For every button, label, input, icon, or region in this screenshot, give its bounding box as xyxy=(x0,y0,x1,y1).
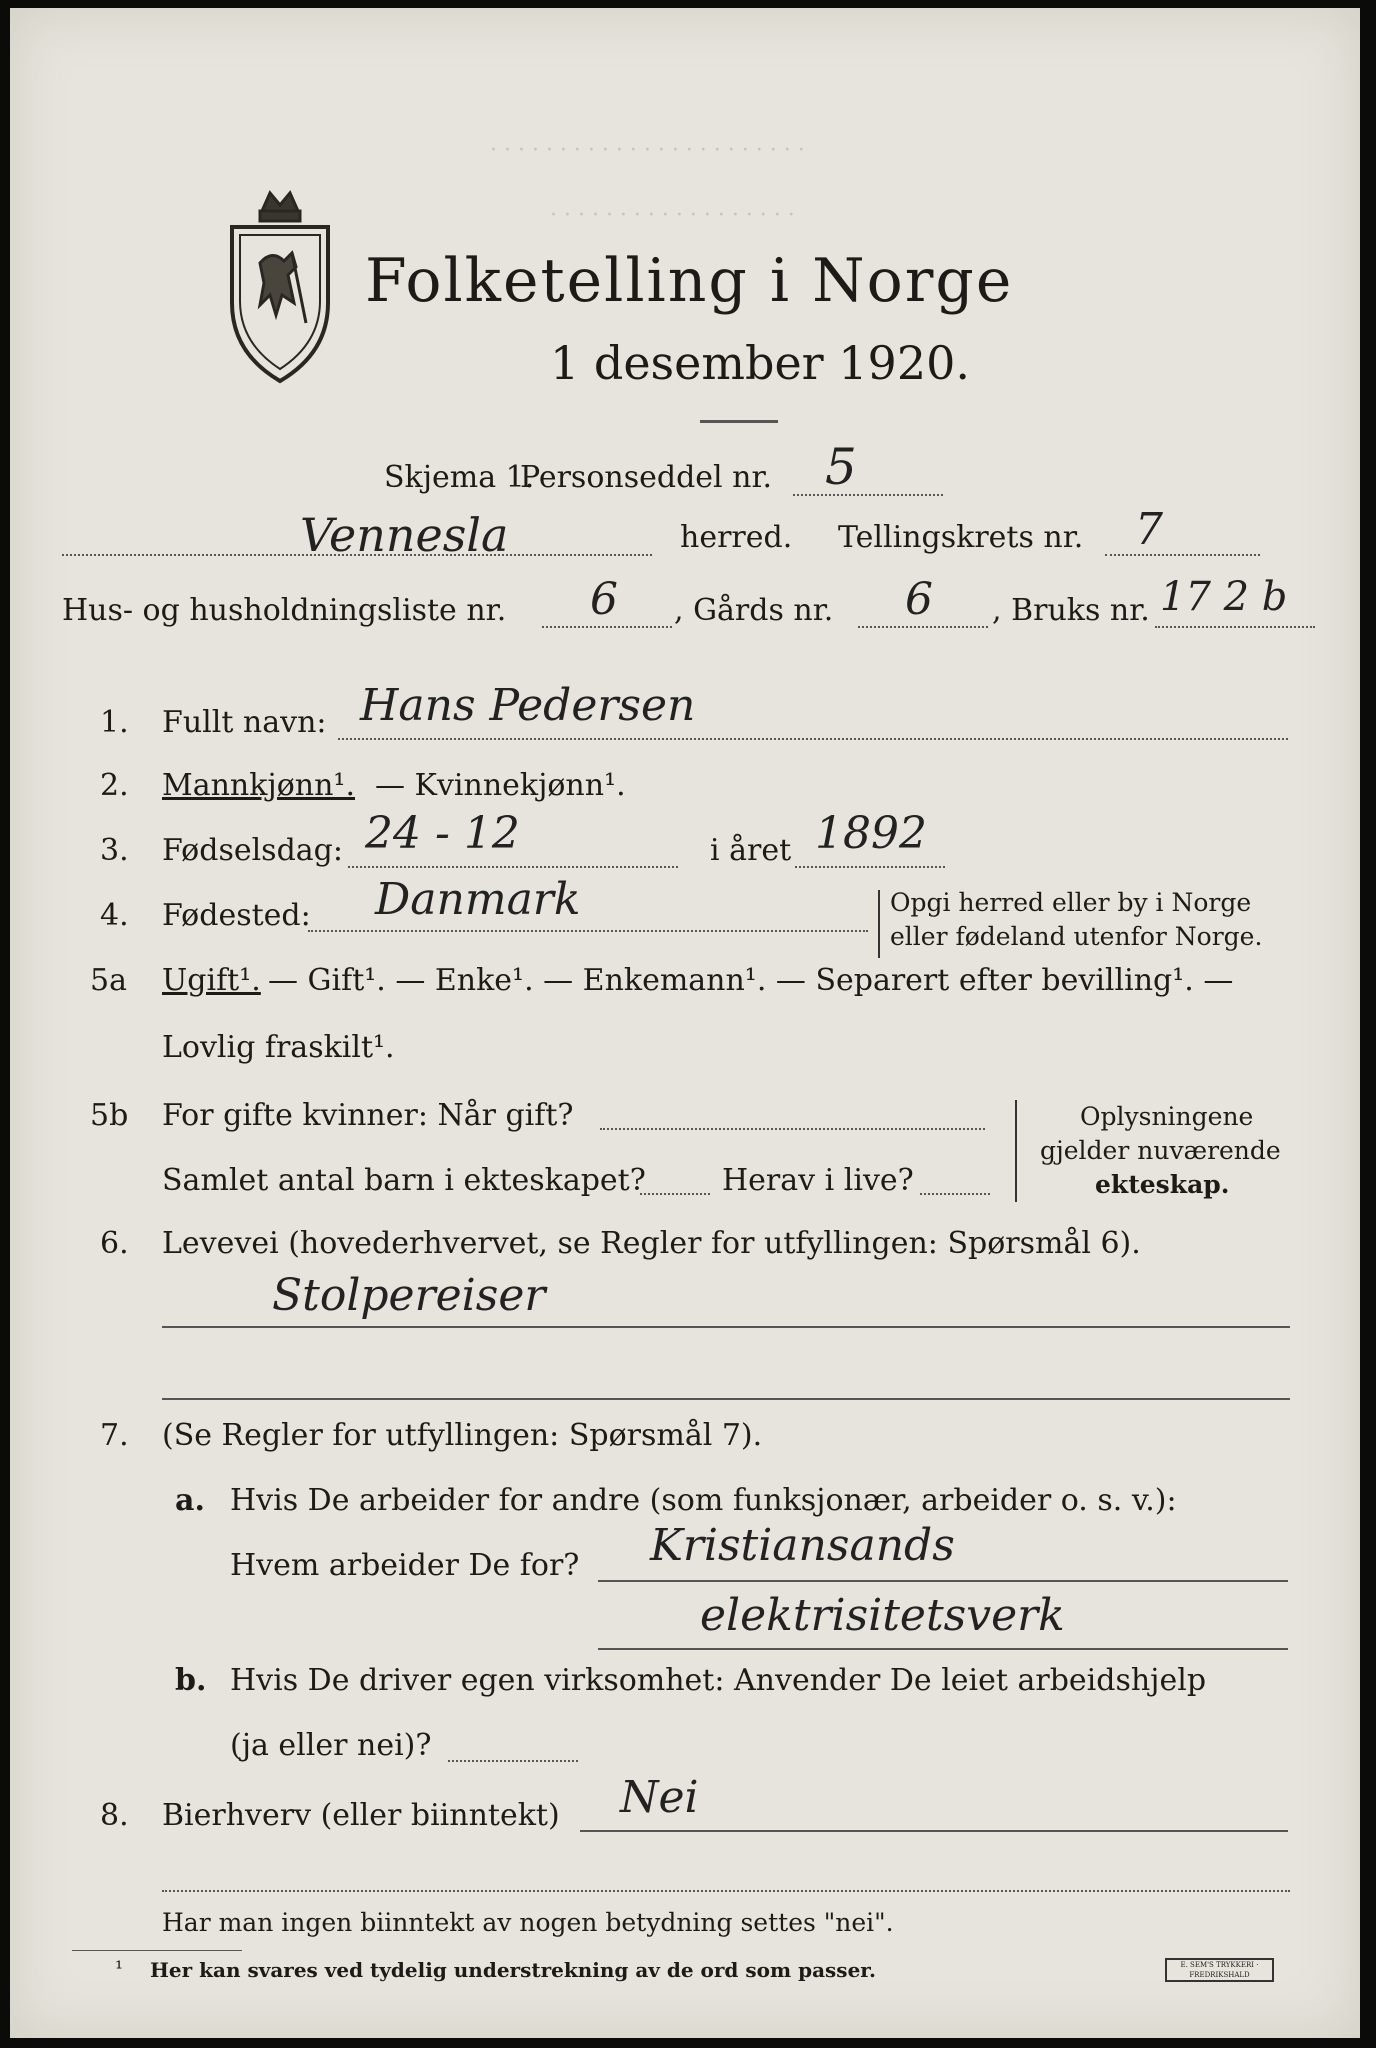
q3-date-line xyxy=(348,866,678,868)
birth-year-value: 1892 xyxy=(815,808,927,859)
bruks-line xyxy=(1155,626,1315,628)
personseddel-line xyxy=(793,494,943,496)
q6-number: 6. xyxy=(100,1226,129,1261)
q5b-married-line xyxy=(600,1128,985,1130)
q5b-number: 5b xyxy=(90,1098,129,1133)
q4-note-line2: eller fødeland utenfor Norge. xyxy=(890,922,1263,951)
marital-divorced-option: Lovlig fraskilt¹. xyxy=(162,1030,395,1065)
q4-note-line1: Opgi herred eller by i Norge xyxy=(890,888,1252,917)
birthplace-value: Danmark xyxy=(375,874,581,925)
q8-line xyxy=(580,1830,1288,1832)
q5a-number: 5a xyxy=(90,963,127,998)
q4-number: 4. xyxy=(100,898,129,933)
q6-line-2 xyxy=(162,1398,1290,1400)
q8-number: 8. xyxy=(100,1798,129,1833)
printer-stamp: E. SEM'S TRYKKERI · FREDRIKSHALD xyxy=(1165,1958,1274,1982)
q7a-line-2 xyxy=(598,1648,1288,1650)
herred-label: herred. xyxy=(680,520,793,555)
gender-female-option: — Kvinnekjønn¹. xyxy=(375,768,626,803)
q5b-alive-label: Herav i live? xyxy=(722,1163,914,1198)
q7a-employer-label: Hvem arbeider De for? xyxy=(230,1548,580,1583)
q7b-label: Hvis De driver egen virksomhet: Anvender De leiet arbeidshjelp xyxy=(230,1663,1207,1698)
q1-number: 1. xyxy=(100,705,129,740)
marital-unmarried-option: Ugift¹. xyxy=(162,963,261,998)
q5b-children-line xyxy=(640,1193,710,1195)
tellingskrets-line xyxy=(1105,554,1260,556)
q5b-married-when-label: For gifte kvinner: Når gift? xyxy=(162,1098,574,1133)
side-income-value: Nei xyxy=(620,1772,699,1823)
q2-number: 2. xyxy=(100,768,129,803)
gender-male-option: Mannkjønn¹. xyxy=(162,768,355,803)
q7a-label: Hvis De arbeider for andre (som funksjonær, arbeider o. s. v.): xyxy=(230,1483,1177,1518)
q3-number: 3. xyxy=(100,833,129,868)
full-name-value: Hans Pedersen xyxy=(360,680,696,731)
q1-line xyxy=(338,738,1288,740)
census-date: 1 desember 1920. xyxy=(550,336,970,390)
q5b-note-line3: ekteskap. xyxy=(1095,1170,1230,1199)
personseddel-number: 5 xyxy=(825,438,857,496)
title-divider xyxy=(700,420,778,423)
bleed-through-text: · · · · · · · · · · · · · · · · · · · · · · · xyxy=(490,138,805,163)
q3-year-label: i året xyxy=(710,833,792,868)
footnote-text: Her kan svares ved tydelig understrekning av de ord som passer. xyxy=(150,1958,876,1982)
q5b-brace xyxy=(1015,1100,1017,1202)
q6-line-1 xyxy=(162,1326,1290,1328)
q8-label: Bierhverv (eller biinntekt) xyxy=(162,1798,560,1833)
census-form-page xyxy=(10,8,1360,2038)
q7b-line xyxy=(448,1760,578,1762)
q3-year-line xyxy=(795,866,945,868)
q7b-question: (ja eller nei)? xyxy=(230,1728,432,1763)
footnote-marker: ¹ xyxy=(115,1956,124,1980)
q7a-line-1 xyxy=(598,1580,1288,1582)
q8-extra-line xyxy=(162,1890,1290,1892)
employer-value-line2: elektrisitetsverk xyxy=(700,1590,1065,1641)
no-income-note: Har man ingen biinntekt av nogen betydning settes "nei". xyxy=(162,1908,894,1937)
norwegian-coat-of-arms-icon xyxy=(220,183,340,388)
husliste-label: Hus- og husholdningsliste nr. xyxy=(62,593,507,628)
bruks-label: , Bruks nr. xyxy=(992,593,1150,628)
q1-label: Fullt navn: xyxy=(162,705,327,740)
footnote-divider xyxy=(72,1950,242,1951)
gards-line xyxy=(858,626,988,628)
gards-value: 6 xyxy=(905,574,933,625)
q5b-alive-line xyxy=(920,1193,990,1195)
gards-label: , Gårds nr. xyxy=(674,593,834,628)
tellingskrets-value: 7 xyxy=(1135,504,1163,555)
occupation-value: Stolpereiser xyxy=(272,1270,546,1321)
q7b-number: b. xyxy=(175,1663,207,1698)
husliste-value: 6 xyxy=(590,574,618,625)
q4-label: Fødested: xyxy=(162,898,311,933)
husliste-line xyxy=(542,626,672,628)
q7a-number: a. xyxy=(175,1483,205,1518)
q7-label: (Se Regler for utfyllingen: Spørsmål 7). xyxy=(162,1418,763,1453)
q4-brace xyxy=(878,890,880,958)
q5b-children-label: Samlet antal barn i ekteskapet? xyxy=(162,1163,646,1198)
tellingskrets-label: Tellingskrets nr. xyxy=(838,520,1084,555)
personseddel-label: Personseddel nr. xyxy=(520,460,773,495)
q7-number: 7. xyxy=(100,1418,129,1453)
q3-label: Fødselsdag: xyxy=(162,833,343,868)
birth-date-value: 24 - 12 xyxy=(365,808,520,859)
q5b-note-line1: Oplysningene xyxy=(1080,1102,1254,1131)
q5b-note-line2: gjelder nuværende xyxy=(1040,1136,1281,1165)
herred-value: Vennesla xyxy=(300,508,509,562)
skjema-label: Skjema 1. xyxy=(384,460,535,495)
employer-value-line1: Kristiansands xyxy=(650,1520,955,1571)
marital-other-options: — Gift¹. — Enke¹. — Enkemann¹. — Separert efter bevilling¹. — xyxy=(268,963,1234,998)
q4-line xyxy=(308,930,868,932)
page-title: Folketelling i Norge xyxy=(365,246,1014,316)
bleed-through-text: · · · · · · · · · · · · · · · · · · xyxy=(550,203,795,228)
bruks-value: 17 2 b xyxy=(1160,574,1288,620)
q6-label: Levevei (hovederhvervet, se Regler for utfyllingen: Spørsmål 6). xyxy=(162,1226,1141,1261)
